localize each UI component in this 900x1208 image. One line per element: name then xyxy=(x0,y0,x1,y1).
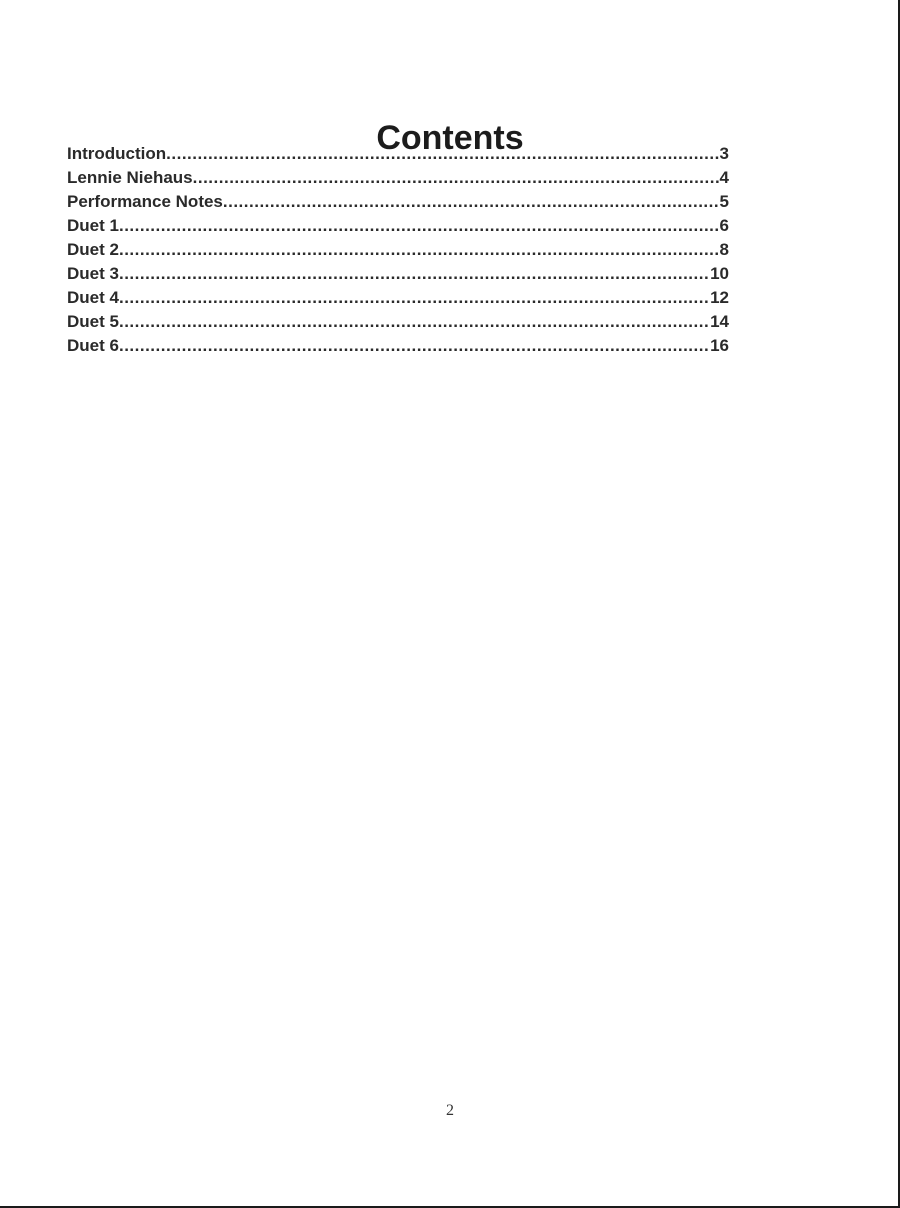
toc-entry-label: Duet 6 xyxy=(67,336,119,355)
toc-entry-duet-2 xyxy=(67,238,729,262)
toc-entry-duet-1 xyxy=(67,214,729,238)
toc-dot-leader xyxy=(119,286,710,310)
toc-entry-lennie-niehaus xyxy=(67,166,729,190)
toc-entry-label: Duet 5 xyxy=(67,312,119,331)
toc-entry-page: 10 xyxy=(710,264,729,283)
toc-entry-duet-6 xyxy=(67,334,729,358)
page-number: 2 xyxy=(446,1102,454,1119)
toc-entry-label: Introduction xyxy=(67,144,167,163)
toc-entry-label: Lennie Niehaus xyxy=(67,168,193,187)
toc-dot-leader xyxy=(119,334,710,358)
toc-entry-page: 14 xyxy=(710,312,729,331)
toc-entry-page: 6 xyxy=(719,216,729,235)
toc-dot-leader xyxy=(166,142,719,166)
toc-entry-performance-notes xyxy=(67,190,729,214)
toc-dot-leader xyxy=(119,238,720,262)
toc-entry-page: 12 xyxy=(710,288,729,307)
toc-entry-introduction xyxy=(67,142,729,166)
toc-dot-leader xyxy=(223,190,720,214)
toc-entry-label: Performance Notes xyxy=(67,192,223,211)
toc-entry-page: 8 xyxy=(719,240,729,259)
toc-entry-label: Duet 1 xyxy=(67,216,119,235)
toc-entry-duet-5 xyxy=(67,310,729,334)
toc-dot-leader xyxy=(119,262,710,286)
toc-dot-leader xyxy=(193,166,720,190)
toc-entry-page: 5 xyxy=(719,192,729,211)
toc-entry-page: 16 xyxy=(710,336,729,355)
toc-entry-label: Duet 2 xyxy=(67,240,119,259)
toc-dot-leader xyxy=(119,214,720,238)
toc-entry-duet-3 xyxy=(67,262,729,286)
toc-entry-label: Duet 3 xyxy=(67,264,119,283)
toc-entry-page: 3 xyxy=(719,144,729,163)
toc-dot-leader xyxy=(119,310,710,334)
page-title: Contents xyxy=(376,118,524,157)
table-of-contents xyxy=(67,142,729,358)
toc-entry-duet-4 xyxy=(67,286,729,310)
toc-entry-page: 4 xyxy=(719,168,729,187)
toc-entry-label: Duet 4 xyxy=(67,288,119,307)
